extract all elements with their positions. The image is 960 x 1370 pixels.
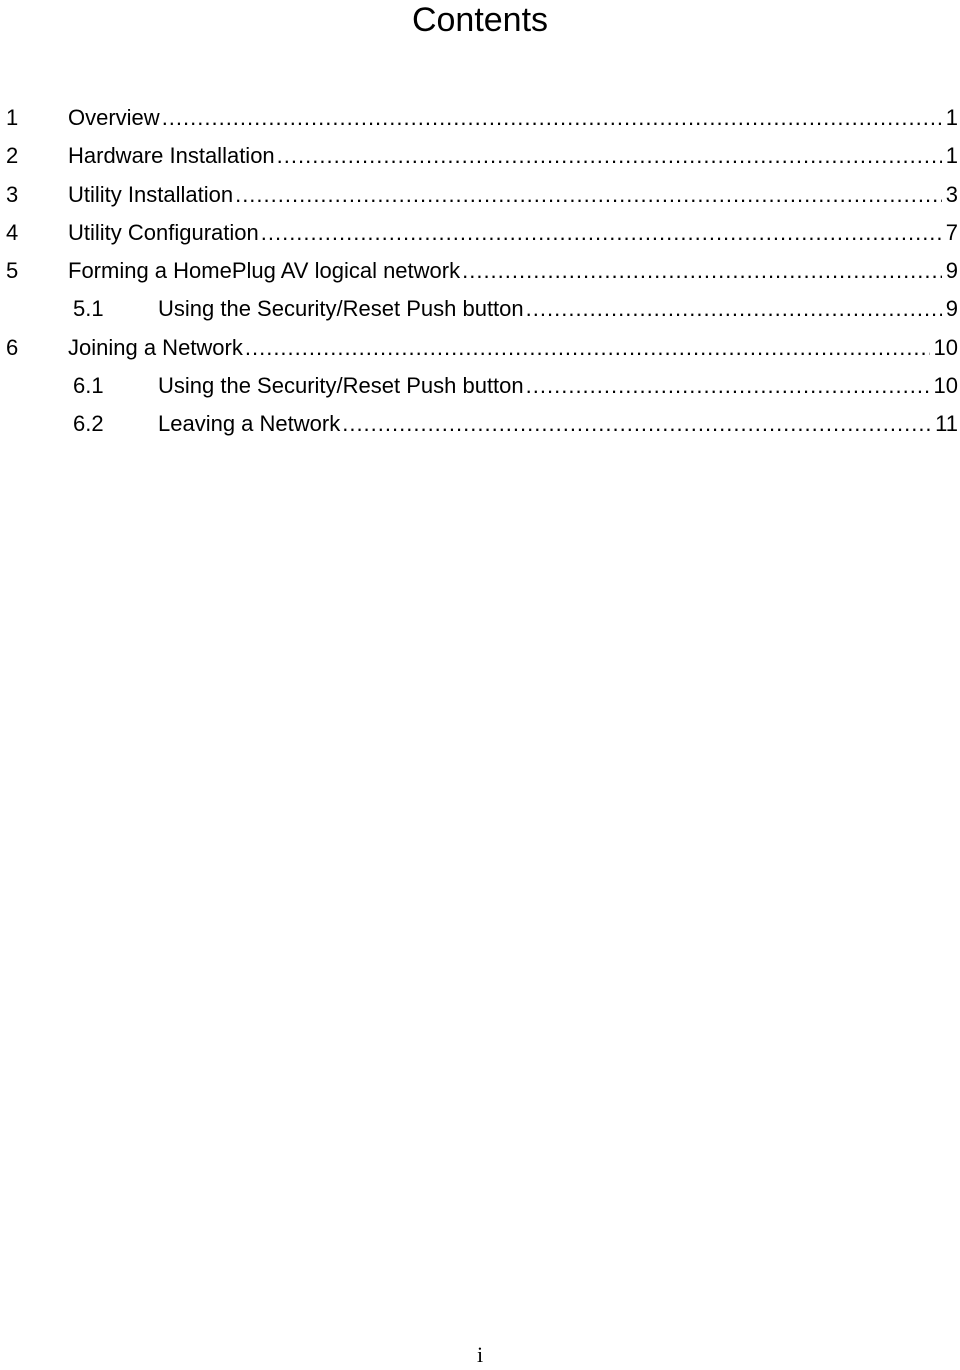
toc-entry-number: 1: [6, 105, 19, 130]
toc-dot-leader: [526, 290, 942, 328]
toc-entry-hardware-installation[interactable]: [0, 137, 960, 175]
toc-entry-page: 9: [945, 258, 958, 284]
toc-entry-forming-network[interactable]: [0, 252, 960, 290]
toc-entry-number: 6.2: [73, 411, 104, 437]
toc-entry-title: Using the Security/Reset Push button: [158, 373, 524, 399]
toc-entry-title: Leaving a Network: [158, 411, 341, 437]
page-number: i: [476, 1342, 484, 1367]
toc-entry-title: Forming a HomePlug AV logical network: [68, 258, 461, 284]
toc-entry-page: 9: [945, 296, 958, 322]
toc-entry-security-reset-button-5-1[interactable]: [0, 290, 960, 328]
toc-dot-leader: [526, 367, 930, 405]
toc-entry-title: Overview: [68, 105, 160, 130]
toc-dot-leader: [261, 214, 942, 252]
toc-entry-page: 1: [945, 105, 958, 130]
toc-entry-page: 3: [945, 181, 958, 207]
toc-dot-leader: [342, 405, 931, 443]
table-of-contents: [0, 99, 960, 444]
toc-entry-number: 4: [6, 219, 19, 245]
toc-entry-page: 11: [935, 411, 958, 437]
toc-entry-number: 5.1: [73, 296, 104, 322]
toc-entry-number: 2: [6, 143, 19, 169]
toc-entry-utility-configuration[interactable]: [0, 214, 960, 252]
page-title: Contents: [411, 1, 549, 39]
toc-dot-leader: [162, 99, 942, 137]
toc-dot-leader: [235, 176, 942, 214]
toc-dot-leader: [245, 329, 930, 367]
toc-entry-title: Utility Installation: [68, 181, 234, 207]
toc-entry-overview[interactable]: [0, 99, 960, 137]
toc-entry-page: 7: [945, 219, 958, 245]
toc-entry-title: Using the Security/Reset Push button: [158, 296, 524, 322]
toc-entry-utility-installation[interactable]: [0, 176, 960, 214]
toc-entry-number: 5: [6, 258, 19, 284]
toc-entry-page: 10: [933, 373, 958, 399]
toc-entry-page: 10: [933, 334, 958, 360]
toc-entry-number: 6: [6, 334, 19, 360]
toc-entry-title: Utility Configuration: [68, 219, 259, 245]
toc-entry-title: Joining a Network: [68, 334, 243, 360]
toc-entry-number: 3: [6, 181, 19, 207]
toc-entry-page: 1: [945, 143, 958, 169]
toc-entry-joining-network[interactable]: [0, 329, 960, 367]
toc-dot-leader: [462, 252, 942, 290]
toc-dot-leader: [277, 137, 942, 175]
toc-entry-leaving-network[interactable]: [0, 405, 960, 443]
toc-entry-number: 6.1: [73, 373, 104, 399]
toc-entry-title: Hardware Installation: [68, 143, 275, 169]
toc-entry-security-reset-button-6-1[interactable]: [0, 367, 960, 405]
